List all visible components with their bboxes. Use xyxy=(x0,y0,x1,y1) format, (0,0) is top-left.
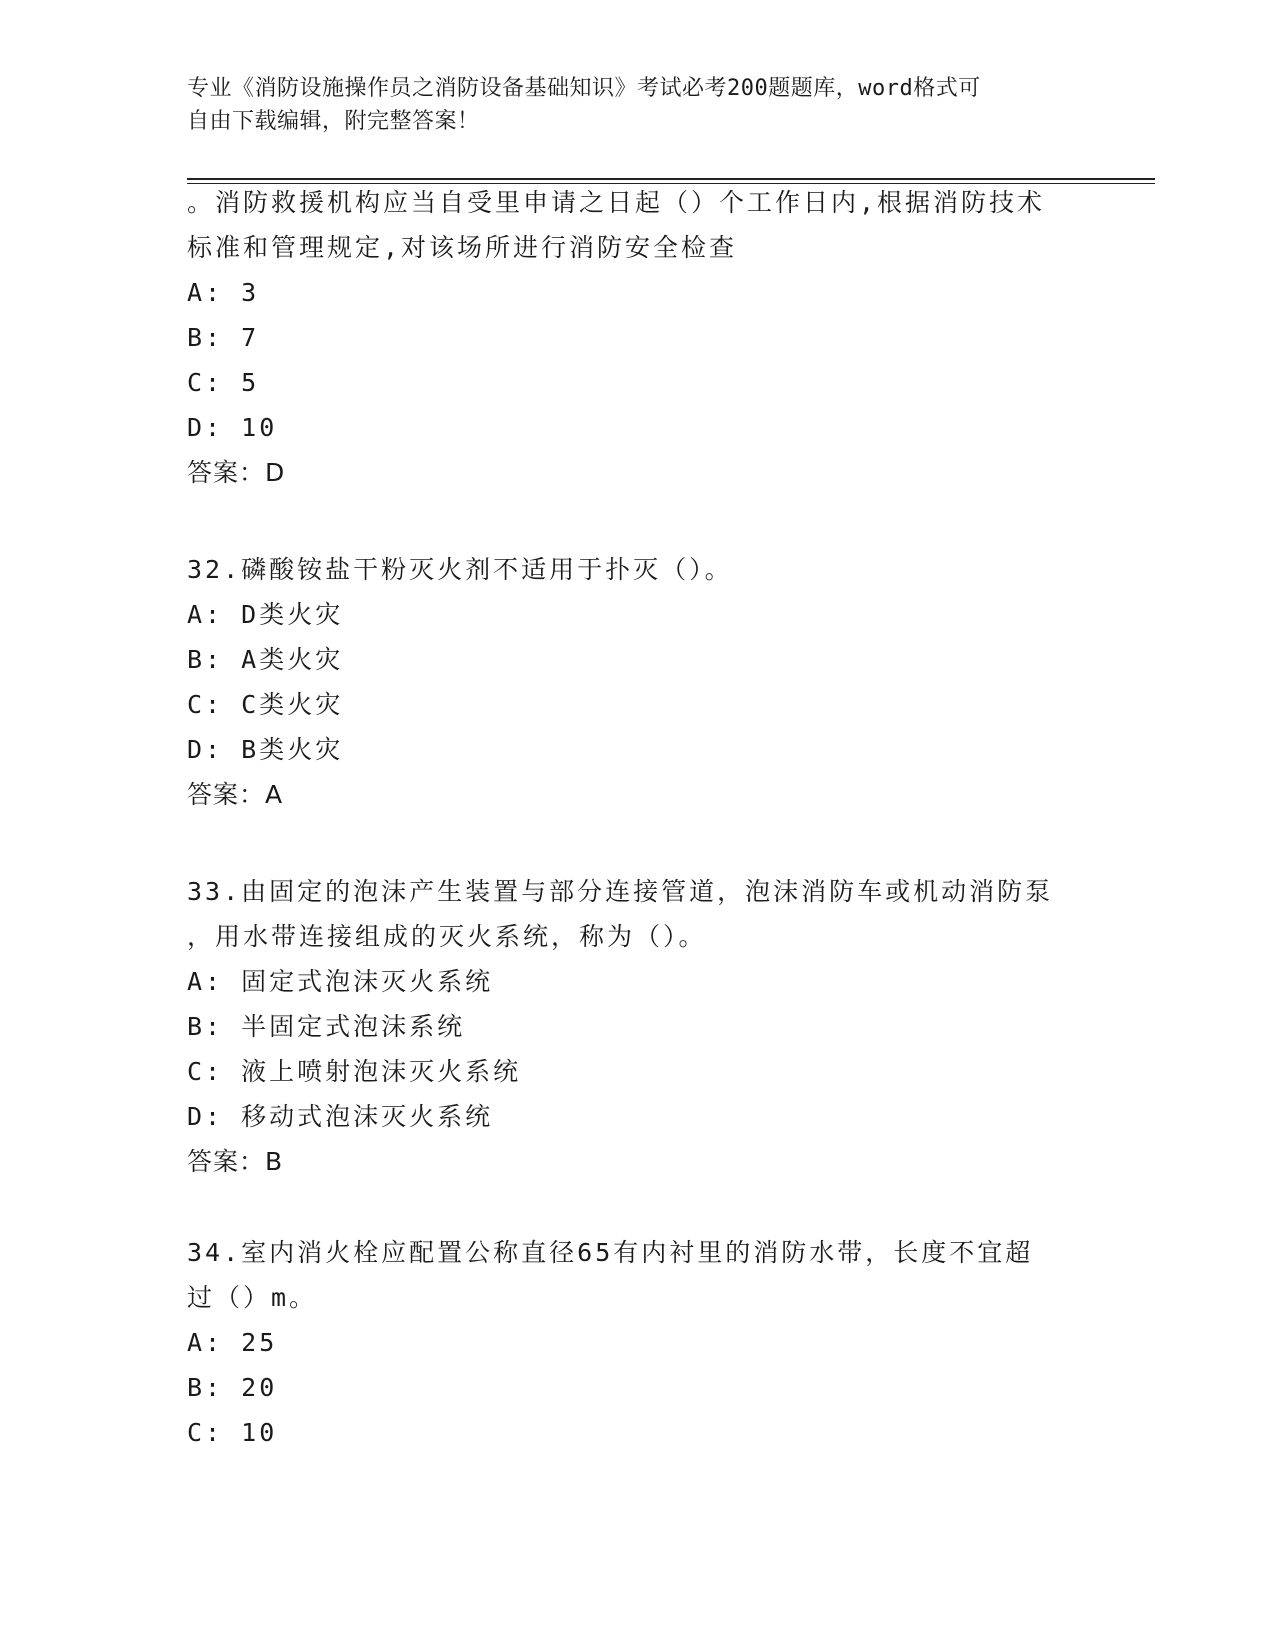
question-text-line: 过（）m。 xyxy=(187,1283,318,1312)
answer-line: 答案：B xyxy=(187,1147,284,1176)
question-text-line: 。消防救援机构应当自受里申请之日起（）个工作日内,根据消防技术 xyxy=(187,188,1046,217)
option-c: C: 液上喷射泡沫灭火系统 xyxy=(187,1057,522,1086)
question-text-line: ，用水带连接组成的灭火系统，称为（）。 xyxy=(187,922,707,951)
option-b: B: 7 xyxy=(187,323,260,352)
question-text-line: 34.室内消火栓应配置公称直径65有内衬里的消防水带，长度不宜超 xyxy=(187,1238,1034,1267)
option-a: A: 固定式泡沫灭火系统 xyxy=(187,967,494,996)
option-d: D: B类火灾 xyxy=(187,735,344,764)
answer-line: 答案：A xyxy=(187,780,284,809)
question-text-line: 32.磷酸铵盐干粉灭火剂不适用于扑灭（）。 xyxy=(187,555,733,584)
document-header xyxy=(187,72,1067,138)
option-c: C: 5 xyxy=(187,368,260,397)
question-34 xyxy=(187,1230,1087,1455)
question-33 xyxy=(187,869,1087,1184)
header-line-1: 专业《消防设施操作员之消防设备基础知识》考试必考200题题库，word格式可 xyxy=(187,76,981,101)
option-d: D: 移动式泡沫灭火系统 xyxy=(187,1102,494,1131)
option-a: A: 3 xyxy=(187,278,260,307)
question-31 xyxy=(187,180,1087,495)
option-a: A: D类火灾 xyxy=(187,600,344,629)
option-b: B: 半固定式泡沫系统 xyxy=(187,1012,466,1041)
question-32 xyxy=(187,547,1087,817)
option-c: C: C类火灾 xyxy=(187,690,344,719)
option-d: D: 10 xyxy=(187,413,278,442)
option-a: A: 25 xyxy=(187,1328,278,1357)
option-b: B: A类火灾 xyxy=(187,645,344,674)
question-text-line: 33.由固定的泡沫产生装置与部分连接管道，泡沫消防车或机动消防泵 xyxy=(187,877,1054,906)
option-b: B: 20 xyxy=(187,1373,278,1402)
option-c: C: 10 xyxy=(187,1418,278,1447)
question-text-line: 标准和管理规定,对该场所进行消防安全检查 xyxy=(187,233,738,262)
answer-line: 答案：D xyxy=(187,458,286,487)
header-line-2: 自由下载编辑，附完整答案！ xyxy=(187,109,480,134)
